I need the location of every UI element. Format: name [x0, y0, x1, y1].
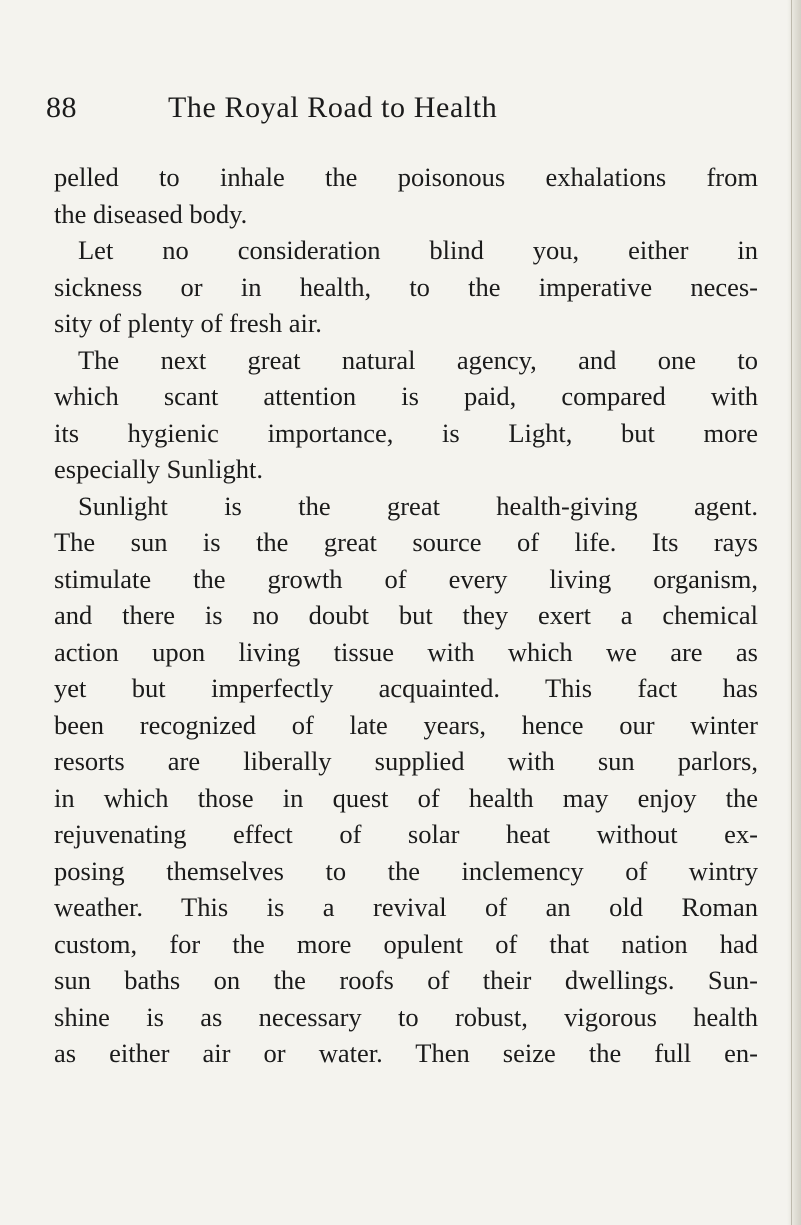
text-line: sun baths on the roofs of their dwellings. Sun- — [54, 965, 758, 995]
text-line: Sunlight is the great health-giving agent. — [78, 490, 758, 521]
text-line: pelled to inhale the poisonous exhalations from — [54, 162, 758, 192]
text-line: stimulate the growth of every living organism, — [54, 563, 758, 594]
text-line: sickness or in health, to the imperative neces- — [54, 271, 758, 302]
text-line: been recognized of late years, hence our winter — [54, 709, 758, 740]
text-line: The sun is the great source of life. Its rays — [54, 527, 758, 557]
text-line: Let no consideration blind you, either in — [78, 235, 758, 265]
text-line: shine is as necessary to robust, vigorous health — [54, 1001, 758, 1032]
text-line: weather. This is a revival of an old Roman — [54, 892, 758, 922]
text-line: the diseased body. — [54, 198, 248, 229]
text-line: as either air or water. Then seize the full en- — [54, 1038, 758, 1068]
text-line: custom, for the more opulent of that nation had — [54, 928, 758, 959]
body-text — [54, 159, 758, 1072]
text-line: yet but imperfectly acquainted. This fact has — [54, 673, 758, 703]
text-line: resorts are liberally supplied with sun parlors, — [54, 746, 758, 776]
text-line: in which those in quest of health may enjoy the — [54, 782, 758, 813]
text-line: especially Sunlight. — [54, 454, 264, 484]
text-line: rejuvenating effect of solar heat without ex- — [54, 819, 758, 849]
text-line: which scant attention is paid, compared with — [54, 381, 758, 411]
page-edge-shadow — [787, 0, 801, 1225]
page-number: 88 — [46, 91, 77, 124]
text-line: The next great natural agency, and one to — [78, 344, 758, 375]
text-line: sity of plenty of fresh air. — [54, 308, 322, 338]
text-line: action upon living tissue with which we are as — [54, 636, 758, 667]
text-line: posing themselves to the inclemency of wintry — [54, 855, 758, 886]
text-line: and there is no doubt but they exert a chemical — [54, 600, 758, 630]
running-head — [46, 88, 756, 132]
running-title: The Royal Road to Health — [168, 91, 498, 124]
text-line: its hygienic importance, is Light, but more — [54, 417, 758, 448]
page-edge-line — [791, 0, 792, 1225]
